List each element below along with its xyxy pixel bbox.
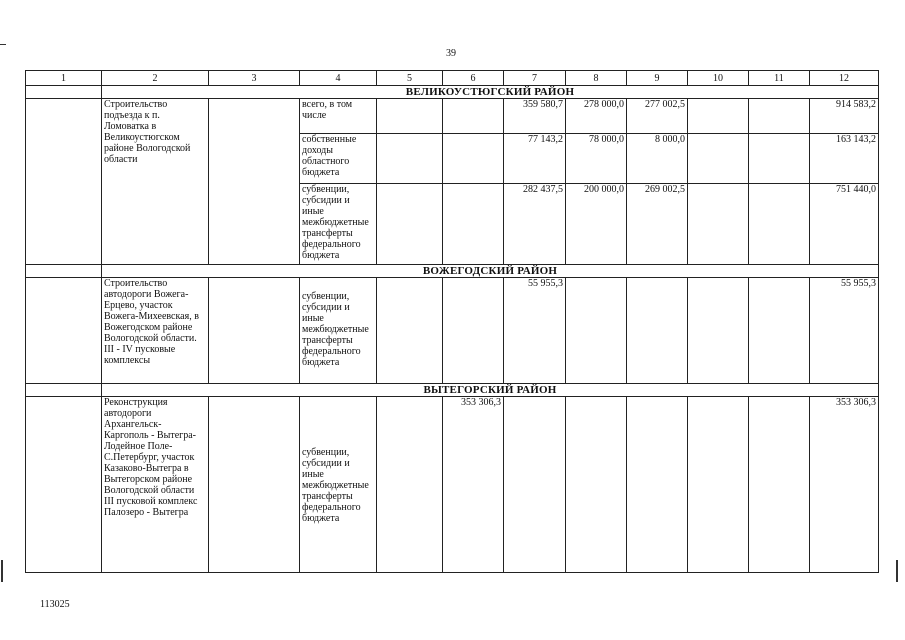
value-col12: 914 583,2	[810, 99, 879, 134]
column-number-row	[26, 71, 879, 86]
col-num-2: 2	[102, 71, 209, 86]
value-col12: 751 440,0	[810, 184, 879, 265]
district-heading: ВЫТЕГОРСКИЙ РАЙОН	[102, 384, 879, 397]
table-row	[26, 278, 879, 384]
funding-source: всего, в том числе	[300, 99, 377, 134]
value-col8: 278 000,0	[566, 99, 627, 134]
value-col9	[627, 397, 688, 573]
value-col7: 77 143,2	[504, 134, 566, 184]
value-col12: 163 143,2	[810, 134, 879, 184]
table-row	[26, 99, 879, 134]
value-col8: 200 000,0	[566, 184, 627, 265]
col-num-8: 8	[566, 71, 627, 86]
col-num-12: 12	[810, 71, 879, 86]
funding-source: собственные доходы областного бюджета	[300, 134, 377, 184]
value-col6	[443, 134, 504, 184]
scan-mark-bottom-left	[1, 560, 3, 582]
col-num-10: 10	[688, 71, 749, 86]
value-col8: 78 000,0	[566, 134, 627, 184]
col-num-11: 11	[749, 71, 810, 86]
col-num-4: 4	[300, 71, 377, 86]
project-name: Строительство подъезда к п. Ломоватка в Великоустюгском районе Вологодской области	[102, 99, 209, 265]
funding-source: субвенции, субсидии и иные межбюджетные трансферты федерального бюджета	[300, 397, 377, 573]
table-row	[26, 397, 879, 573]
value-col7: 282 437,5	[504, 184, 566, 265]
col-num-6: 6	[443, 71, 504, 86]
value-col6	[443, 184, 504, 265]
document-code: 113025	[40, 599, 70, 610]
project-name: Реконструкция автодороги Архангельск-Каргополь - Вытегра-Лодейное Поле-С.Петербург, участок Казаково-Вытегра в Вытегорском районе Вологодской области III пусковой комплекс Палозеро - Вытегра	[102, 397, 209, 573]
value-col12: 55 955,3	[810, 278, 879, 384]
district-row	[26, 86, 879, 99]
funding-source: субвенции, субсидии и иные межбюджетные трансферты федерального бюджета	[300, 278, 377, 384]
value-col9: 277 002,5	[627, 99, 688, 134]
col-num-7: 7	[504, 71, 566, 86]
value-col7: 359 580,7	[504, 99, 566, 134]
district-heading: ВЕЛИКОУСТЮГСКИЙ РАЙОН	[102, 86, 879, 99]
value-col8	[566, 397, 627, 573]
district-row	[26, 265, 879, 278]
district-heading: ВОЖЕГОДСКИЙ РАЙОН	[102, 265, 879, 278]
district-row	[26, 384, 879, 397]
page-number: 39	[446, 48, 456, 59]
value-col7	[504, 397, 566, 573]
value-col7: 55 955,3	[504, 278, 566, 384]
value-col6	[443, 278, 504, 384]
value-col12: 353 306,3	[810, 397, 879, 573]
project-name: Строительство автодороги Вожега-Ерцево, участок Вожега-Михеевская, в Вожегодском районе Вологодской области. III - IV пусковые комплексы	[102, 278, 209, 384]
col-num-5: 5	[377, 71, 443, 86]
value-col6	[443, 99, 504, 134]
value-col6: 353 306,3	[443, 397, 504, 573]
value-col9	[627, 278, 688, 384]
value-col9: 269 002,5	[627, 184, 688, 265]
col-num-9: 9	[627, 71, 688, 86]
value-col8	[566, 278, 627, 384]
funding-source: субвенции, субсидии и иные межбюджетные трансферты федерального бюджета	[300, 184, 377, 265]
scan-mark-bottom-right	[896, 560, 898, 582]
col-num-1: 1	[26, 71, 102, 86]
value-col9: 8 000,0	[627, 134, 688, 184]
col-num-3: 3	[209, 71, 300, 86]
budget-table	[25, 70, 879, 573]
scan-mark-top-left	[0, 44, 6, 45]
